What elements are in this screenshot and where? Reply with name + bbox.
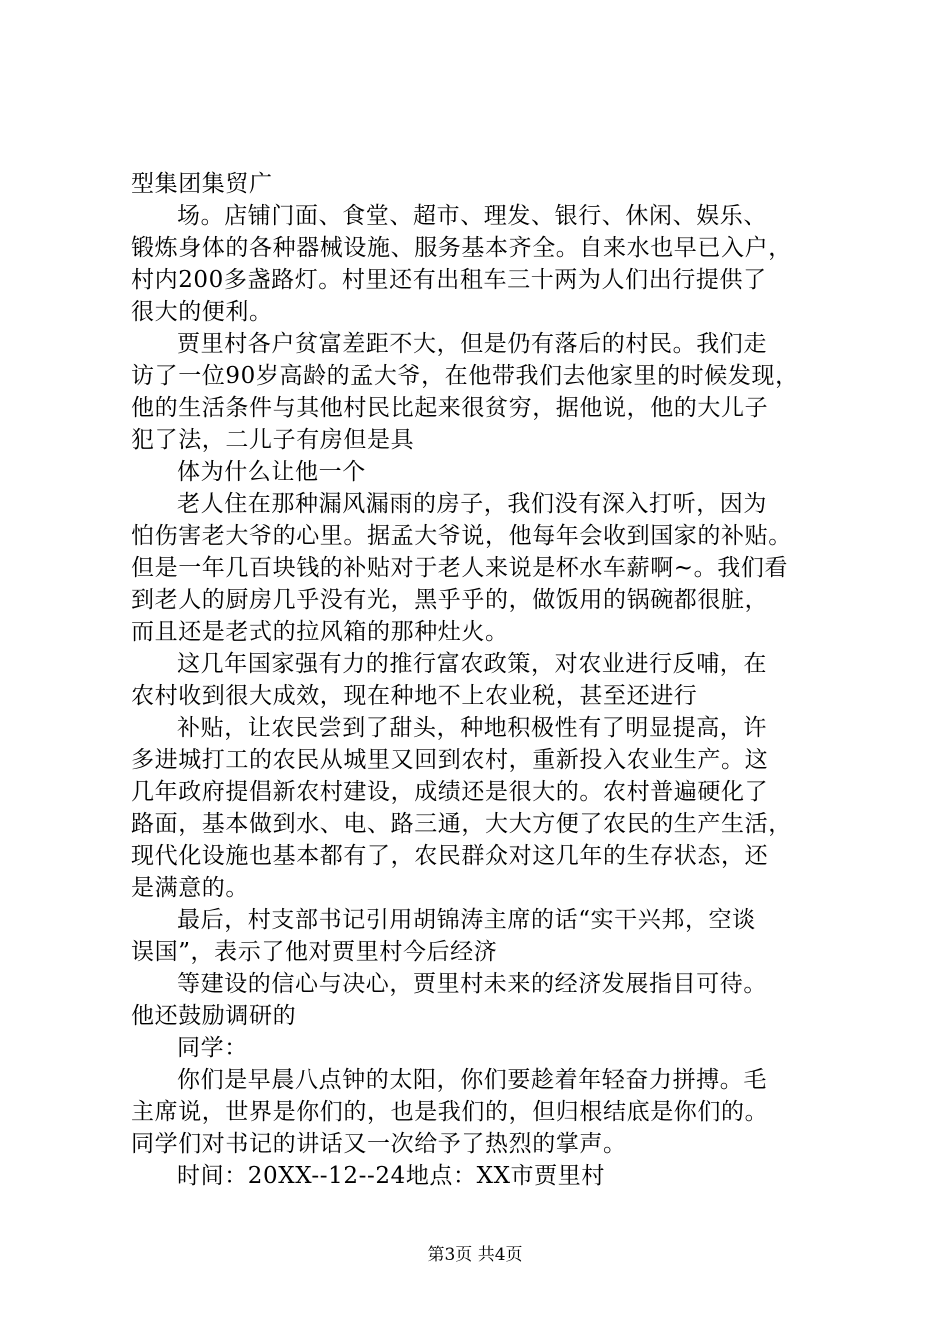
text-line: 路面，基本做到水、电、路三通，大大方便了农民的生产生活， xyxy=(131,811,792,837)
text-line: 同学们对书记的讲话又一次给予了热烈的掌声。 xyxy=(131,1131,627,1157)
document-body xyxy=(131,168,831,1192)
text-line: 贾里村各户贫富差距不大，但是仍有落后的村民。我们走 xyxy=(177,331,767,357)
text-line: 型集团集贸广 xyxy=(131,171,273,197)
text-line: 农村收到很大成效，现在种地不上农业税，甚至还进行 xyxy=(131,683,698,709)
text-line: 主席说，世界是你们的，也是我们的，但归根结底是你们的。 xyxy=(131,1099,769,1125)
text-line: 访了一位90岁高龄的孟大爷，在他带我们去他家里的时候发现， xyxy=(131,363,799,389)
text-line: 锻炼身体的各种器械设施、服务基本齐全。自来水也早已入户， xyxy=(131,235,792,261)
text-line: 几年政府提倡新农村建设，成绩还是很大的。农村普遍硬化了 xyxy=(131,779,769,805)
text-line: 他还鼓励调研的 xyxy=(131,1003,297,1029)
text-line: 体为什么让他一个 xyxy=(177,459,366,485)
text-line: 最后，村支部书记引用胡锦涛主席的话“实干兴邦，空谈 xyxy=(177,907,756,933)
text-line: 到老人的厨房几乎没有光，黑乎乎的，做饭用的锅碗都很脏， xyxy=(131,587,769,613)
text-line: 场。店铺门面、食堂、超市、理发、银行、休闲、娱乐、 xyxy=(177,203,767,229)
page-footer: 第3页 共4页 xyxy=(427,1245,523,1265)
text-line: 时间：20XX--12--24地点：XX市贾里村 xyxy=(177,1163,605,1189)
text-line: 而且还是老式的拉风箱的那种灶火。 xyxy=(131,619,509,645)
text-line: 是满意的。 xyxy=(131,875,249,901)
text-line: 补贴，让农民尝到了甜头，种地积极性有了明显提高，许 xyxy=(177,715,767,741)
text-line: 现代化设施也基本都有了，农民群众对这几年的生存状态，还 xyxy=(131,843,769,869)
text-line: 但是一年几百块钱的补贴对于老人来说是杯水车薪啊~。我们看 xyxy=(131,555,789,581)
text-line: 他的生活条件与其他村民比起来很贫穷，据他说，他的大儿子 xyxy=(131,395,769,421)
text-line: 多进城打工的农民从城里又回到农村，重新投入农业生产。这 xyxy=(131,747,769,773)
text-line: 老人住在那种漏风漏雨的房子，我们没有深入打听，因为 xyxy=(177,491,767,517)
text-line: 这几年国家强有力的推行富农政策，对农业进行反哺，在 xyxy=(177,651,767,677)
text-line: 你们是早晨八点钟的太阳，你们要趁着年轻奋力拼搏。毛 xyxy=(177,1067,767,1093)
text-line: 等建设的信心与决心，贾里村未来的经济发展指目可待。 xyxy=(177,971,767,997)
text-line: 村内200多盏路灯。村里还有出租车三十两为人们出行提供了 xyxy=(131,267,767,293)
text-line: 同学： xyxy=(177,1035,248,1061)
text-line: 怕伤害老大爷的心里。据孟大爷说，他每年会收到国家的补贴。 xyxy=(131,523,792,549)
text-line: 很大的便利。 xyxy=(131,299,273,325)
text-line: 误国”，表示了他对贾里村今后经济 xyxy=(131,939,498,965)
text-line: 犯了法，二儿子有房但是具 xyxy=(131,427,415,453)
